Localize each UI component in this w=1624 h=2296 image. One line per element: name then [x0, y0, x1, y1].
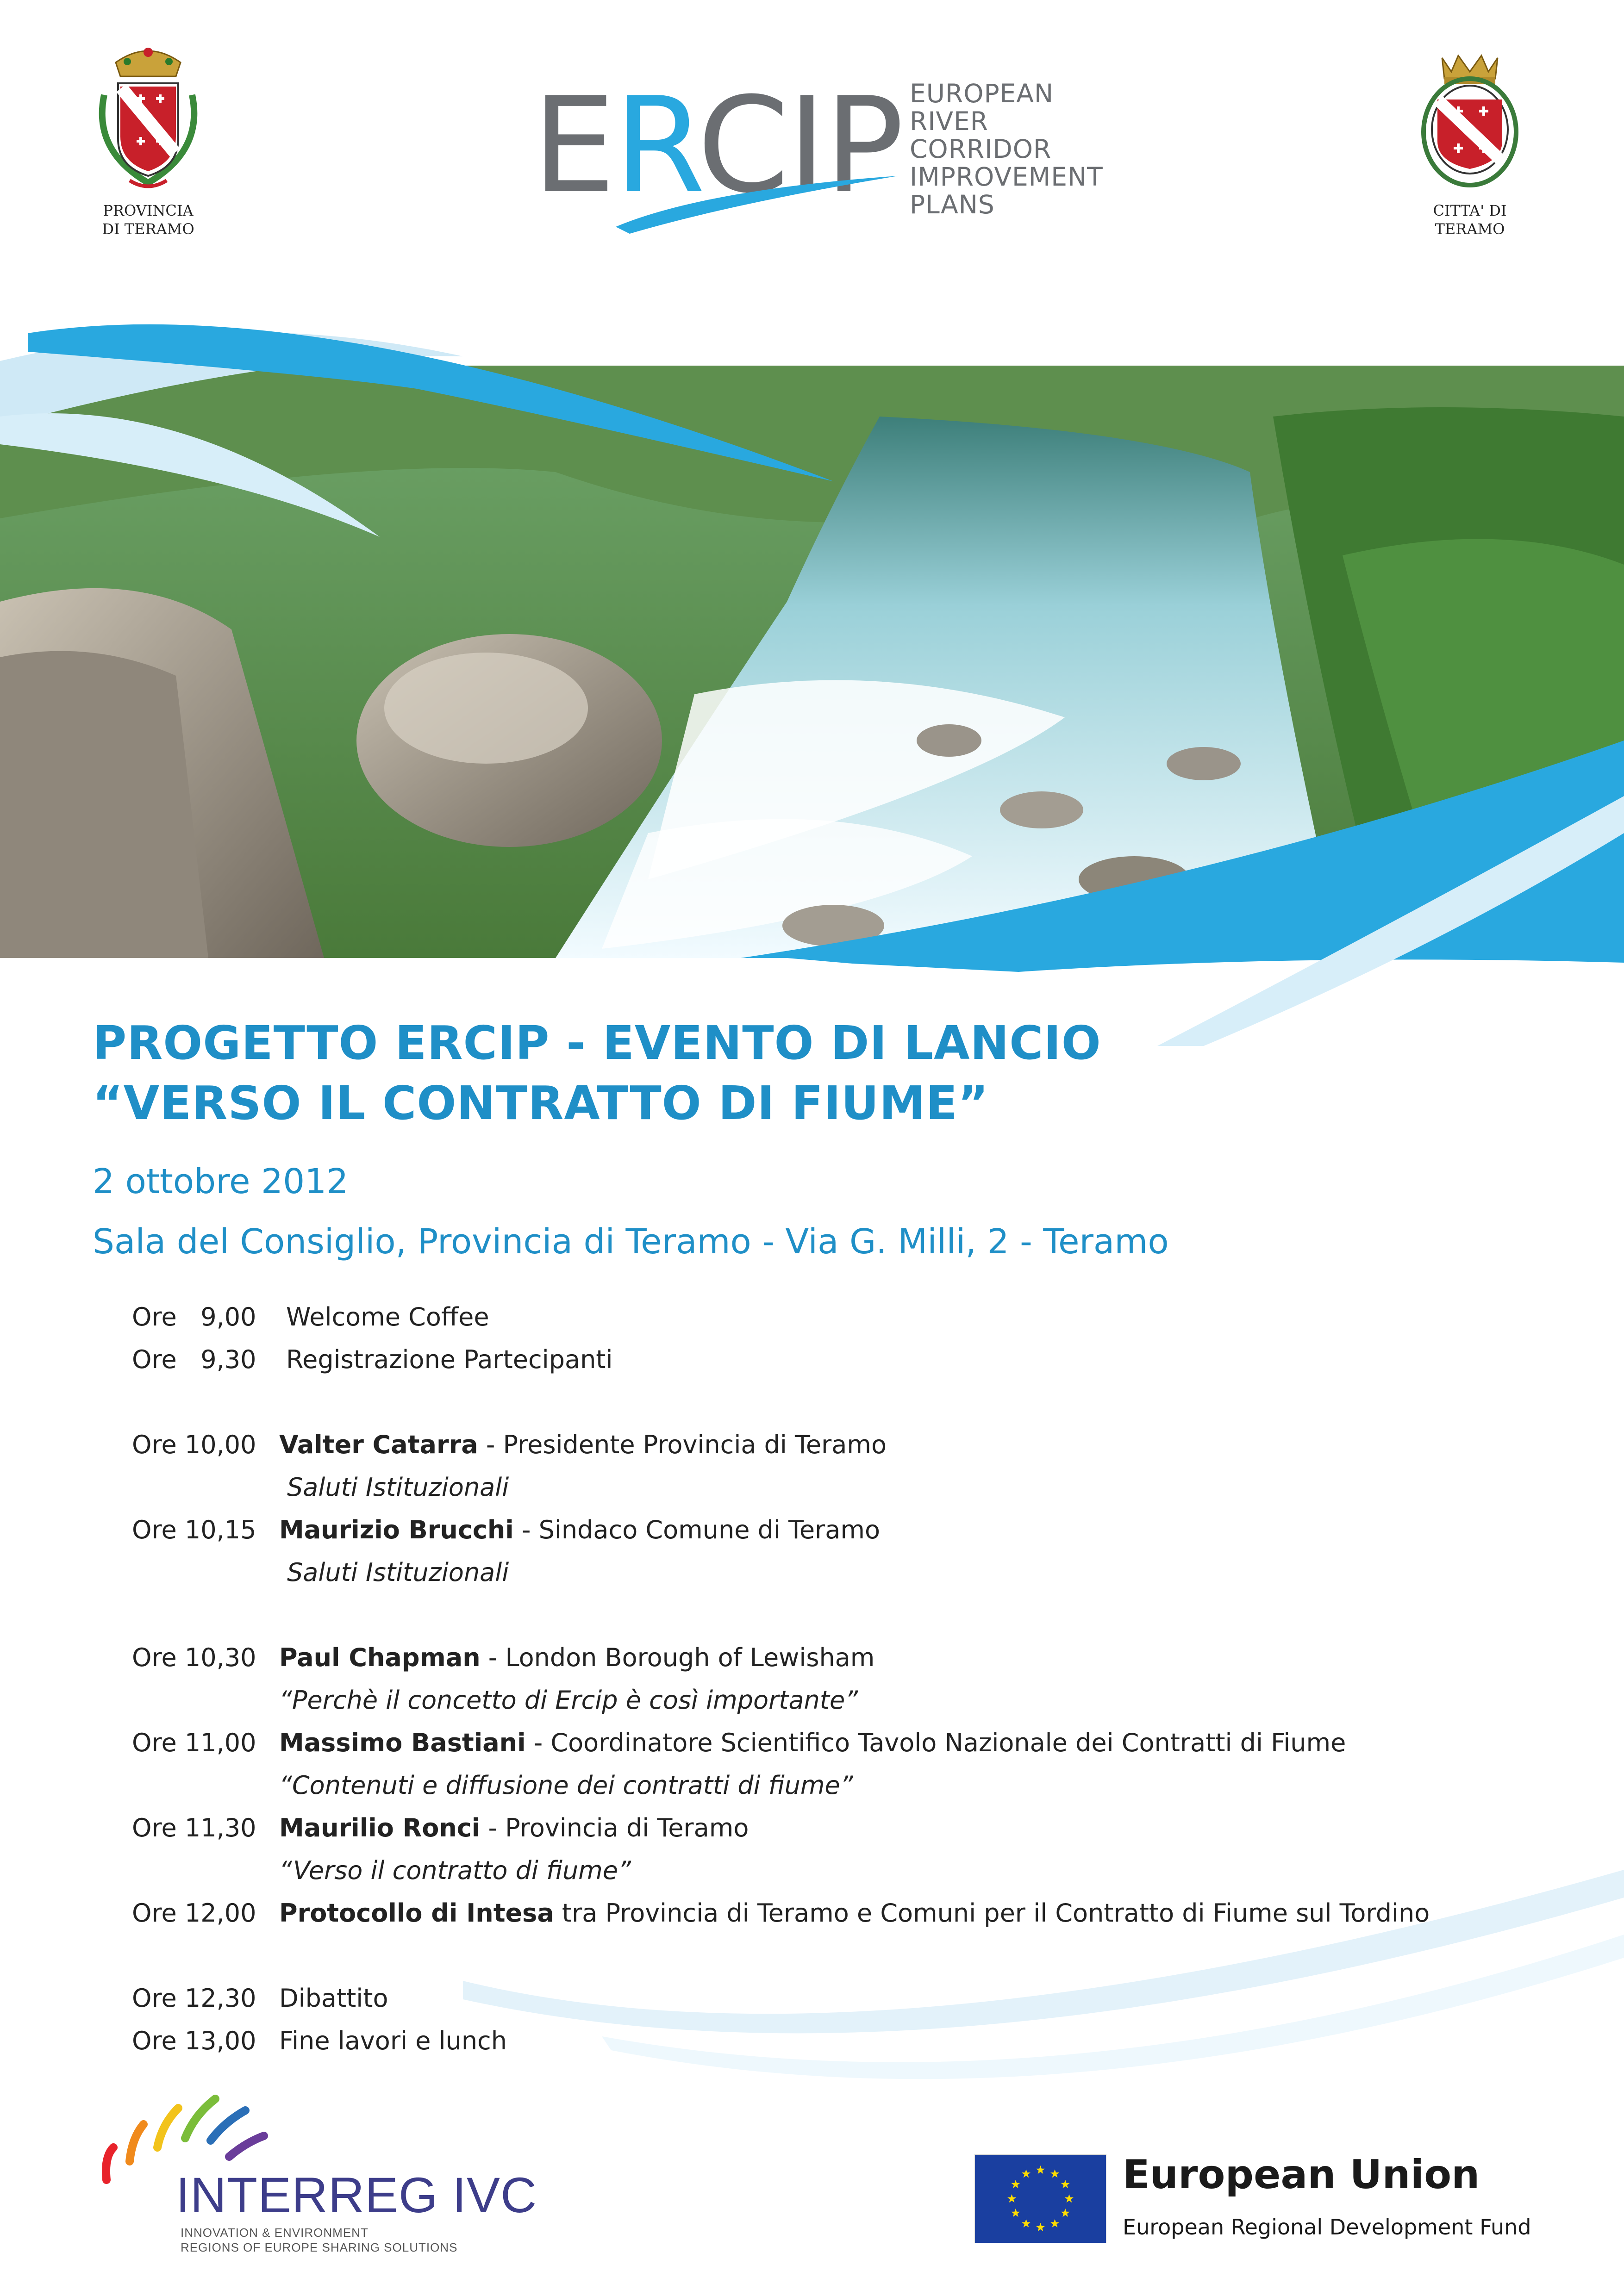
- provincia-teramo-crest: [79, 44, 218, 238]
- event-venue: Sala del Consiglio, Provincia di Teramo - Via G. Milli, 2 - Teramo: [93, 1222, 1169, 1262]
- event-date: 2 ottobre 2012: [93, 1162, 349, 1201]
- ercip-logo-word: ERCIP: [532, 69, 902, 223]
- eu-flag: [974, 2154, 1106, 2243]
- eu-logo-block: [974, 2154, 1553, 2270]
- program-speaker: Protocollo di Intesa: [279, 1898, 554, 1928]
- event-title-line2: “VERSO IL CONTRATTO DI FIUME”: [93, 1076, 989, 1130]
- ercip-wave-mark-icon: [611, 171, 907, 236]
- interreg-subtitle: INNOVATION & ENVIRONMENT REGIONS OF EUROPE SHARING SOLUTIONS: [181, 2226, 458, 2254]
- interreg-logo: [93, 2087, 556, 2259]
- program-speaker: Valter Catarra: [279, 1430, 478, 1459]
- river-photo-band: [0, 278, 1624, 1046]
- program-note-row: [132, 1551, 1567, 1594]
- eu-flag-icon: [974, 2154, 1106, 2243]
- program-row: [132, 1509, 1567, 1551]
- program-note: Saluti Istituzionali: [287, 1473, 509, 1502]
- program-row: [132, 1296, 1567, 1338]
- interreg-name: INTERREG IVC: [176, 2167, 537, 2223]
- program-time: Ore 12,30: [132, 1984, 256, 2013]
- program-time: Ore 10,30: [132, 1643, 256, 1672]
- program-note: “Contenuti e diffusione dei contratti di fiume”: [279, 1771, 853, 1800]
- program-time: Ore 10,15: [132, 1515, 256, 1544]
- program-text: - Sindaco Comune di Teramo: [513, 1515, 880, 1544]
- program-speaker: Massimo Bastiani: [279, 1728, 526, 1757]
- program-text: - Coordinatore Scientifico Tavolo Nazionale dei Contratti di Fiume: [525, 1728, 1346, 1757]
- program-text: Dibattito: [279, 1984, 388, 2013]
- ercip-logo-tagline: EUROPEAN RIVER CORRIDOR IMPROVEMENT PLANS: [910, 79, 1103, 219]
- program-note-row: [132, 1679, 1567, 1722]
- event-title-line1: PROGETTO ERCIP - EVENTO DI LANCIO: [93, 1016, 1101, 1070]
- program-text: - Provincia di Teramo: [480, 1813, 749, 1842]
- program-text: - London Borough of Lewisham: [480, 1643, 875, 1672]
- program-text: Welcome Coffee: [286, 1302, 489, 1332]
- program-time: Ore 12,00: [132, 1898, 256, 1928]
- provincia-teramo-crest-icon: [83, 44, 213, 197]
- right-crest-label: CITTA' DI TERAMO: [1433, 202, 1507, 238]
- river-photo: [0, 278, 1624, 1046]
- program-note: “Perchè il concetto di Ercip è così importante”: [279, 1686, 858, 1715]
- program-note-row: [132, 1764, 1567, 1807]
- eu-name: European Union: [1123, 2152, 1480, 2198]
- program-speaker: Maurilio Ronci: [279, 1813, 481, 1842]
- program-row: [132, 1722, 1567, 1764]
- citta-teramo-crest: [1400, 44, 1539, 238]
- program-time: Ore 9,30: [132, 1345, 256, 1374]
- program-row: [132, 1338, 1567, 1381]
- ercip-logo: [532, 69, 1134, 236]
- program-text: Registrazione Partecipanti: [286, 1345, 613, 1374]
- program-text: Fine lavori e lunch: [279, 2026, 507, 2055]
- program-row: [132, 1636, 1567, 1679]
- program-speaker: Paul Chapman: [279, 1643, 481, 1672]
- citta-teramo-crest-icon: [1405, 44, 1535, 197]
- program-note: Saluti Istituzionali: [287, 1558, 509, 1587]
- program-time: Ore 11,30: [132, 1813, 256, 1842]
- program-time: Ore 10,00: [132, 1430, 256, 1459]
- program-time: Ore 11,00: [132, 1728, 256, 1757]
- program-time: Ore 13,00: [132, 2026, 256, 2055]
- program-speaker: Maurizio Brucchi: [279, 1515, 514, 1544]
- program-note-row: [132, 1466, 1567, 1509]
- program-note: “Verso il contratto di fiume”: [279, 1856, 631, 1885]
- program-time: Ore 9,00: [132, 1302, 256, 1332]
- eu-fund: European Regional Development Fund: [1123, 2215, 1531, 2240]
- left-crest-label: PROVINCIA DI TERAMO: [102, 202, 194, 238]
- program-text: - Presidente Provincia di Teramo: [478, 1430, 887, 1459]
- program-text: tra Provincia di Teramo e Comuni per il Contratto di Fiume sul Tordino: [554, 1898, 1430, 1928]
- program-row: [132, 1424, 1567, 1466]
